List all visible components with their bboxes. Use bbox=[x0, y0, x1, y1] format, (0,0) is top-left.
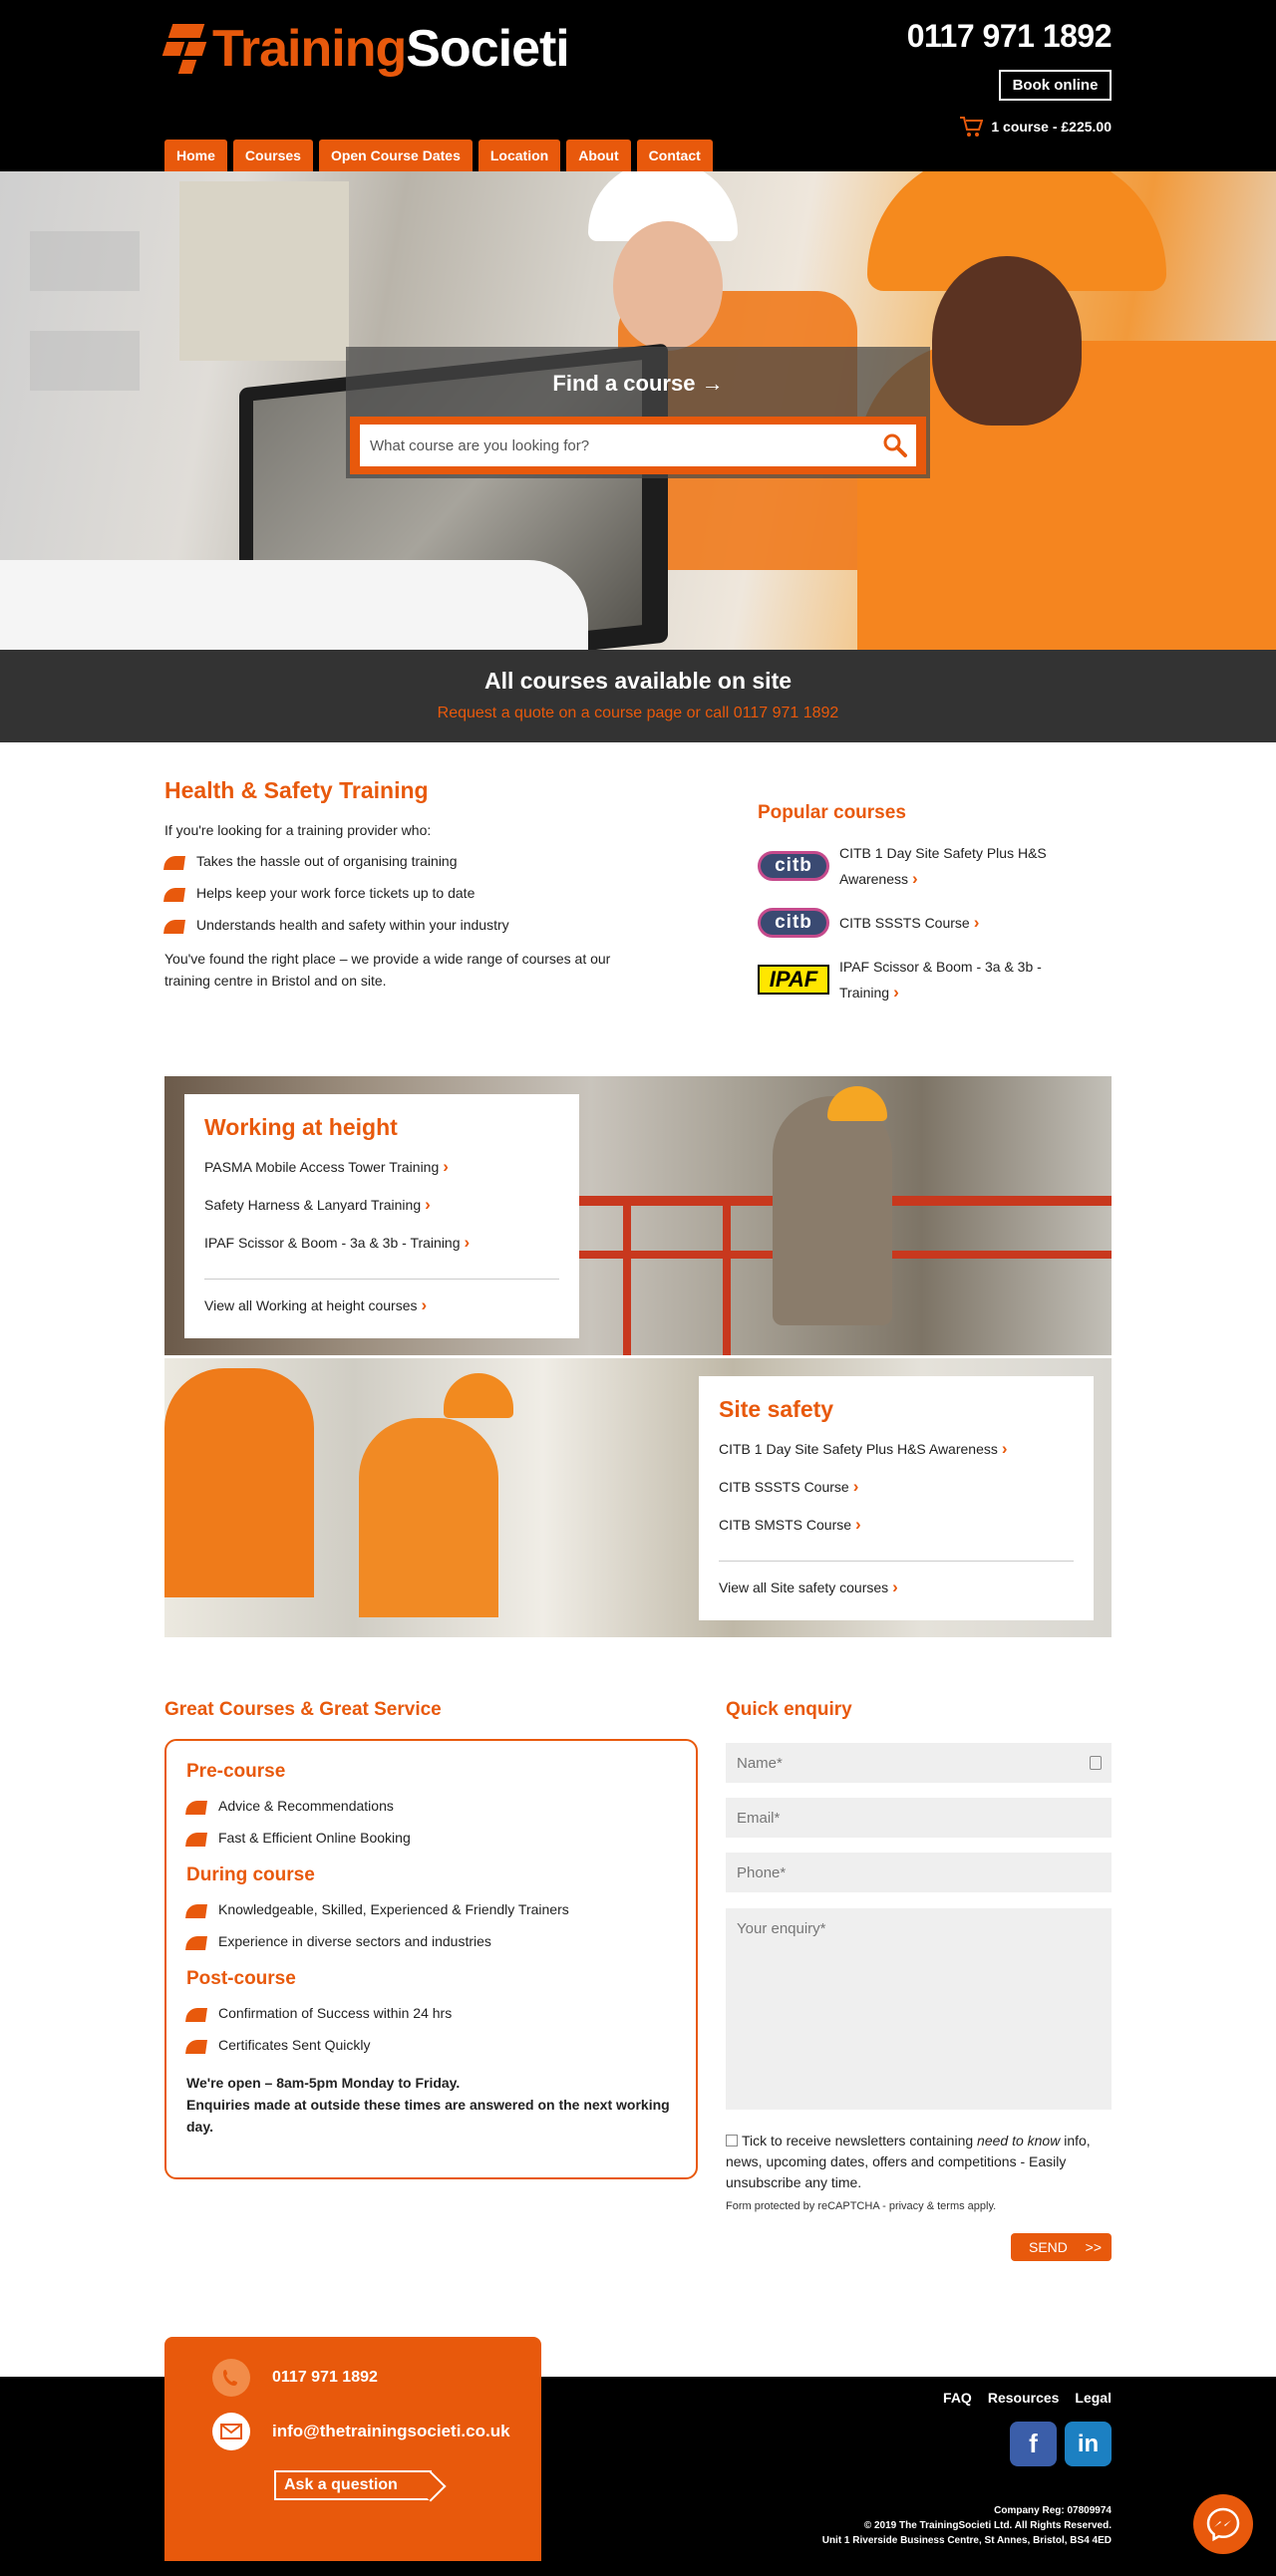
site-safety-title: Site safety bbox=[719, 1396, 834, 1422]
course-link[interactable] bbox=[719, 1439, 1074, 1459]
footer-link-faq[interactable]: FAQ bbox=[943, 2390, 972, 2406]
company-reg: Company Reg: 07809974 bbox=[994, 2505, 1112, 2516]
great-courses-title: Great Courses & Great Service bbox=[164, 1699, 442, 1720]
send-label: SEND bbox=[1029, 2239, 1068, 2255]
list-item: Knowledgeable, Skilled, Experienced & Friendly Trainers bbox=[186, 1900, 676, 1918]
messenger-icon[interactable] bbox=[1193, 2494, 1253, 2554]
recaptcha-note: Form protected by reCAPTCHA - privacy & terms apply. bbox=[726, 2200, 997, 2212]
site-safety-panel bbox=[164, 1358, 1112, 1637]
list-item: Confirmation of Success within 24 hrs bbox=[186, 2004, 676, 2022]
opening-hours bbox=[186, 2072, 676, 2138]
mail-icon bbox=[212, 2413, 250, 2450]
site-logo[interactable] bbox=[164, 14, 569, 84]
logo-text bbox=[212, 20, 569, 78]
chevron-right-icon: › bbox=[443, 1157, 449, 1176]
post-course-list bbox=[186, 2004, 676, 2054]
course-link[interactable] bbox=[204, 1195, 559, 1215]
popular-item[interactable] bbox=[758, 908, 1112, 938]
divider bbox=[719, 1561, 1074, 1562]
cart-icon bbox=[959, 116, 983, 138]
chevron-right-icon: › bbox=[852, 1477, 859, 1496]
hs-outro: You've found the right place – we provide a wide range of courses at our training centre in Bristol and on site. bbox=[164, 951, 611, 989]
nav-home[interactable]: Home bbox=[164, 140, 227, 171]
working-at-height-panel bbox=[164, 1076, 1112, 1355]
site-safety-card bbox=[699, 1376, 1094, 1620]
footer-email[interactable] bbox=[212, 2413, 510, 2450]
view-all-label: View all Working at height courses bbox=[204, 1297, 418, 1313]
popular-title: Popular courses bbox=[758, 802, 906, 823]
during-course-title: During course bbox=[186, 1864, 315, 1885]
popular-item-label: CITB 1 Day Site Safety Plus H&S Awareness bbox=[839, 845, 1047, 887]
nav-courses[interactable]: Courses bbox=[233, 140, 313, 171]
facebook-icon[interactable]: f bbox=[1010, 2422, 1057, 2466]
nav-about[interactable]: About bbox=[566, 140, 630, 171]
course-link[interactable] bbox=[204, 1157, 559, 1177]
ipaf-logo: IPAF bbox=[758, 965, 829, 995]
footer-link-legal[interactable]: Legal bbox=[1075, 2390, 1112, 2406]
hs-title: Health & Safety Training bbox=[164, 777, 429, 803]
enquiry-placeholder: Your enquiry* bbox=[737, 1920, 826, 1937]
view-all-site-link[interactable] bbox=[719, 1577, 1074, 1597]
quick-enquiry-title: Quick enquiry bbox=[726, 1699, 852, 1720]
great-courses-box bbox=[164, 1739, 698, 2179]
course-link-label: IPAF Scissor & Boom - 3a & 3b - Training bbox=[204, 1235, 461, 1251]
popular-item-label: IPAF Scissor & Boom - 3a & 3b - Training bbox=[839, 959, 1042, 1001]
nav-open-course-dates[interactable]: Open Course Dates bbox=[319, 140, 473, 171]
email-field[interactable] bbox=[726, 1798, 1112, 1838]
cart-summary[interactable] bbox=[959, 116, 1112, 138]
footer-link-resources[interactable]: Resources bbox=[987, 2390, 1060, 2406]
chevron-right-icon: › bbox=[421, 1295, 428, 1314]
course-link[interactable] bbox=[204, 1233, 559, 1253]
popular-item[interactable] bbox=[758, 840, 1112, 892]
newsletter-text-post: info, news, upcoming dates, offers and competitions - Easily unsubscribe any time. bbox=[726, 2133, 1091, 2190]
newsletter-checkbox[interactable] bbox=[726, 2135, 738, 2147]
footer-phone[interactable] bbox=[212, 2359, 378, 2397]
ask-question-button[interactable]: Ask a question bbox=[274, 2470, 432, 2500]
cart-label: 1 course - £225.00 bbox=[991, 119, 1112, 135]
chevron-right-icon: › bbox=[973, 913, 980, 932]
course-search-input[interactable] bbox=[360, 425, 916, 466]
chevron-right-icon: › bbox=[912, 869, 918, 888]
view-all-height-link[interactable] bbox=[204, 1295, 559, 1315]
logo-part-1: Training bbox=[212, 20, 407, 78]
find-course-box bbox=[346, 347, 930, 478]
working-at-height-title: Working at height bbox=[204, 1114, 398, 1140]
logo-part-2: Societi bbox=[406, 20, 569, 78]
footer-phone-label: 0117 971 1892 bbox=[272, 2369, 378, 2386]
site-header bbox=[0, 0, 1276, 171]
main-nav bbox=[164, 140, 713, 171]
linkedin-icon[interactable]: in bbox=[1065, 2422, 1112, 2466]
hero-image bbox=[0, 171, 1276, 650]
course-link-label: PASMA Mobile Access Tower Training bbox=[204, 1159, 440, 1175]
citb-logo: citb bbox=[758, 908, 829, 938]
pre-course-title: Pre-course bbox=[186, 1761, 286, 1782]
newsletter-text-pre: Tick to receive newsletters containing bbox=[742, 2133, 978, 2148]
name-placeholder: Name* bbox=[737, 1754, 783, 1772]
opening-hours-line-1: We're open – 8am-5pm Monday to Friday. bbox=[186, 2075, 461, 2091]
banner-subtitle[interactable]: Request a quote on a course page or call 0117 971 1892 bbox=[437, 705, 839, 721]
list-item: Fast & Efficient Online Booking bbox=[186, 1829, 676, 1847]
list-item: Takes the hassle out of organising training bbox=[164, 852, 683, 870]
newsletter-text-em: need to know bbox=[977, 2133, 1061, 2148]
contact-card-icon bbox=[1090, 1756, 1102, 1770]
hs-bullets bbox=[164, 852, 683, 934]
hs-intro: If you're looking for a training provider who: bbox=[164, 822, 432, 838]
view-all-label: View all Site safety courses bbox=[719, 1579, 889, 1595]
phone-placeholder: Phone* bbox=[737, 1863, 787, 1881]
phone-field[interactable] bbox=[726, 1853, 1112, 1892]
course-link-label: Safety Harness & Lanyard Training bbox=[204, 1197, 422, 1213]
chevron-right-icon: › bbox=[425, 1195, 431, 1214]
banner-title: All courses available on site bbox=[483, 668, 793, 694]
course-link-label: CITB SMSTS Course bbox=[719, 1517, 852, 1533]
citb-logo: citb bbox=[758, 851, 829, 881]
popular-item-label: CITB SSSTS Course bbox=[839, 915, 970, 931]
double-chevron-icon: >> bbox=[1085, 2239, 1102, 2255]
list-item: Advice & Recommendations bbox=[186, 1797, 676, 1815]
header-phone[interactable]: 0117 971 1892 bbox=[906, 18, 1112, 54]
list-item: Understands health and safety within your industry bbox=[164, 916, 683, 934]
course-link[interactable] bbox=[719, 1515, 1074, 1535]
send-button[interactable] bbox=[1011, 2233, 1112, 2261]
chevron-right-icon: › bbox=[892, 1577, 898, 1596]
hs-section bbox=[164, 777, 683, 992]
email-placeholder: Email* bbox=[737, 1809, 781, 1827]
pre-course-list bbox=[186, 1797, 676, 1847]
during-course-list bbox=[186, 1900, 676, 1950]
chevron-right-icon: › bbox=[464, 1233, 471, 1252]
chevron-right-icon: › bbox=[893, 983, 899, 1002]
list-item: Certificates Sent Quickly bbox=[186, 2036, 676, 2054]
on-site-banner bbox=[0, 650, 1276, 742]
search-icon[interactable] bbox=[882, 432, 908, 458]
logo-mark-icon bbox=[164, 20, 206, 78]
footer-contact-card bbox=[164, 2337, 541, 2561]
social-links bbox=[1010, 2422, 1112, 2466]
book-online-button[interactable]: Book online bbox=[999, 70, 1112, 101]
nav-contact[interactable]: Contact bbox=[637, 140, 713, 171]
course-link-label: CITB 1 Day Site Safety Plus H&S Awareness bbox=[719, 1441, 998, 1457]
course-link[interactable] bbox=[719, 1477, 1074, 1497]
copyright: © 2019 The TrainingSocieti Ltd. All Rights Reserved. bbox=[863, 2520, 1112, 2531]
chevron-right-icon: › bbox=[855, 1515, 861, 1534]
footer-legal bbox=[822, 2503, 1112, 2548]
search-wrapper bbox=[350, 417, 926, 474]
find-course-title: Find a course → bbox=[552, 371, 724, 396]
footer-links bbox=[943, 2390, 1112, 2406]
divider bbox=[204, 1279, 559, 1280]
nav-location[interactable]: Location bbox=[478, 140, 560, 171]
popular-courses bbox=[758, 802, 1112, 1005]
popular-item[interactable] bbox=[758, 954, 1112, 1005]
course-link-label: CITB SSSTS Course bbox=[719, 1479, 849, 1495]
enquiry-textarea[interactable] bbox=[726, 1908, 1112, 2110]
address: Unit 1 Riverside Business Centre, St Annes, Bristol, BS4 4ED bbox=[821, 2535, 1112, 2546]
chevron-right-icon: › bbox=[1001, 1439, 1008, 1458]
footer-email-label: info@thetrainingsocieti.co.uk bbox=[272, 2422, 510, 2440]
name-field[interactable] bbox=[726, 1743, 1112, 1783]
opening-hours-line-2: Enquiries made at outside these times are answered on the next working day. bbox=[186, 2097, 670, 2135]
newsletter-optin bbox=[726, 2131, 1115, 2193]
post-course-title: Post-course bbox=[186, 1968, 296, 1989]
list-item: Helps keep your work force tickets up to date bbox=[164, 884, 683, 902]
list-item: Experience in diverse sectors and industries bbox=[186, 1932, 676, 1950]
working-at-height-card bbox=[184, 1094, 579, 1338]
phone-icon bbox=[212, 2359, 250, 2397]
